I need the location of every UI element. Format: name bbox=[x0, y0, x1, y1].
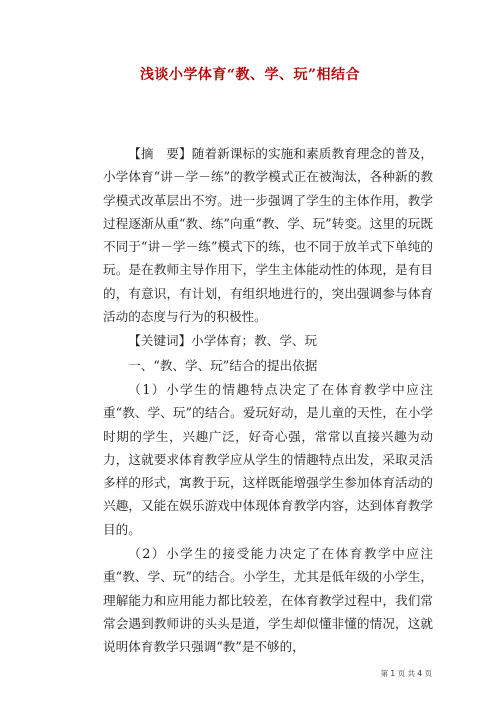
keywords-paragraph bbox=[103, 329, 433, 352]
body-paragraph-1: （1）小学生的情趣特点决定了在体育教学中应注重“教、学、玩”的结合。爱玩好动，是儿童的天性，在小学时期的学生，兴趣广泛，好奇心强，常常以直接兴趣为动力，这就要求体育教学应从学生的情趣特点出发，采取灵活多样的形式，寓教于玩，这样既能增强学生参加体育活动的兴趣，又能在娱乐游戏中体现体育教学内容，达到体育教学目的。 bbox=[103, 381, 433, 537]
document-body bbox=[103, 142, 433, 659]
keywords-body: 小学体育；教、学、玩 bbox=[191, 333, 318, 349]
abstract-tag: 【摘 要】 bbox=[128, 146, 192, 161]
abstract-body: 随着新课标的实施和素质教育理念的普及，小学体育“讲－学－练”的教学模式正在被淘汰，各种新的教学模式改革层出不穷。进一步强调了学生的主体作用，教学过程逐渐从重“教、练”向重“教、学、玩”转变。这里的玩既不同于“讲－学－练”模式下的练，也不同于放羊式下单纯的玩。是在教师主导作用下，学生主体能动性的体现，是有目的，有意识，有计划，有组织地进行的，突出强调参与体育活动的态度与行为的积极性。 bbox=[103, 146, 434, 325]
body-paragraph-2: （2）小学生的接受能力决定了在体育教学中应注重“教、学、玩”的结合。小学生，尤其是低年级的小学生，理解能力和应用能力都比较差，在体育教学过程中，我们常常会遇到教师讲的头头是道，学生却似懂非懂的情况，这就说明体育教学只强调“教”是不够的， bbox=[103, 546, 433, 655]
page-number: 第 1 页 共 4 页 bbox=[380, 669, 432, 678]
section-heading: 一、“教、学、玩”结合的提出依据 bbox=[128, 357, 318, 373]
document-title: 浅谈小学体育“教、学、玩”相结合 bbox=[139, 67, 361, 83]
abstract-paragraph bbox=[103, 142, 433, 328]
keywords-tag: 【关键词】 bbox=[128, 333, 192, 349]
